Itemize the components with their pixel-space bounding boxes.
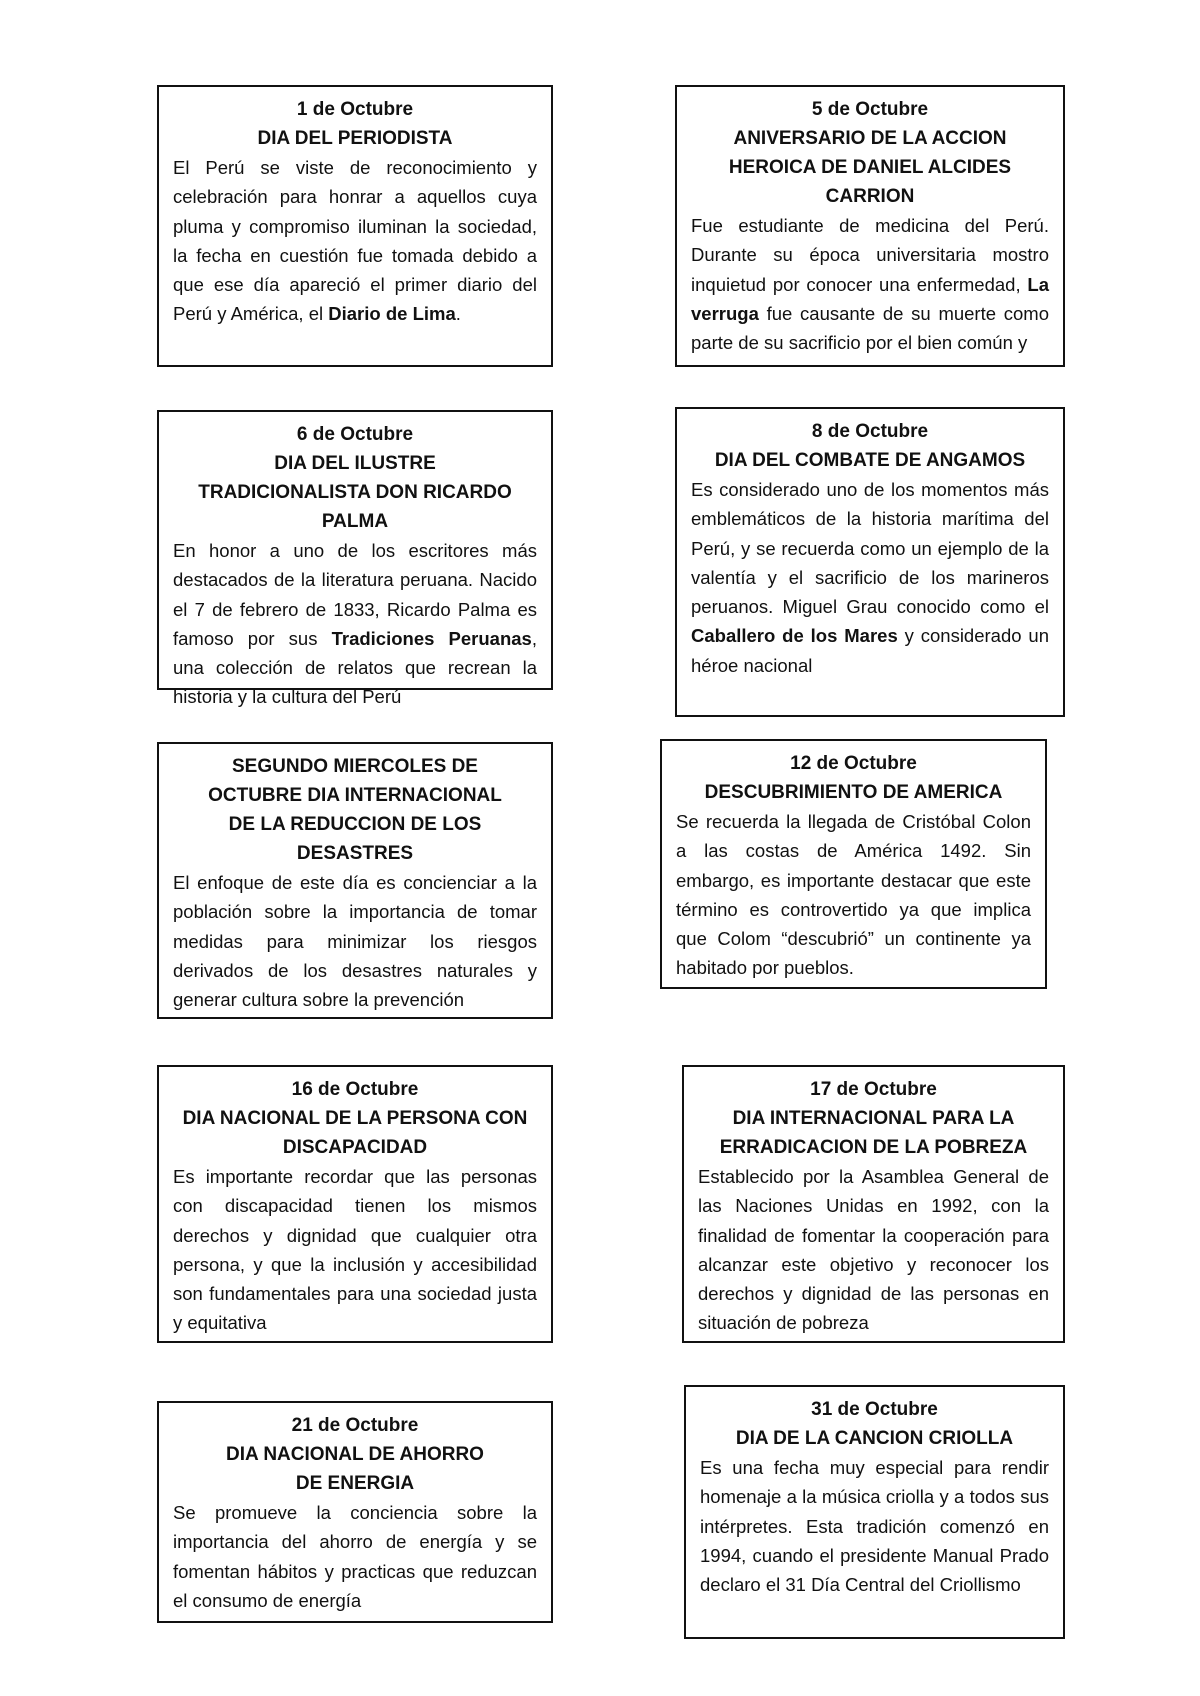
card-title: DIA DEL PERIODISTA xyxy=(257,128,453,149)
card-date: 1 de Octubre xyxy=(296,99,414,120)
card-date: 8 de Octubre xyxy=(811,421,929,442)
card-date: 21 de Octubre xyxy=(291,1415,419,1436)
card-date: 17 de Octubre xyxy=(810,1079,937,1100)
card-date: 31 de Octubre xyxy=(811,1399,938,1420)
card-dia-del-periodista xyxy=(157,85,553,367)
card-ricardo-palma xyxy=(157,410,553,708)
card-persona-con-discapacidad xyxy=(157,1065,553,1343)
card-body: Se recuerda la llegada de Cristóbal Colon a las costas de América 1492. Sin embargo, es importante destacar que este término es controvertido ya que implica que Colom “descubrió” un continente ya habitado por pueblos. xyxy=(676,811,1031,979)
card-body: Es una fecha muy especial para rendir homenaje a la música criolla y a todos sus intérpretes. Esta tradición comenzó en 1994, cuando el presidente Manual Prado declaro el 31 Día Central del Criollismo xyxy=(700,1457,1049,1596)
card-body: El Perú se viste de reconocimiento y celebración para honrar a aquellos cuya pluma y compromiso iluminan la sociedad, la fecha en cuestión fue tomada debido a que ese día apareció el primer diario del Perú y América, el Diario de Lima. xyxy=(173,157,537,325)
card-daniel-alcides-carrion xyxy=(675,85,1065,367)
card-title: DIA NACIONAL DE AHORRO DE ENERGIA xyxy=(226,1444,484,1494)
card-title: DESCUBRIMIENTO DE AMERICA xyxy=(704,782,1003,803)
card-body: Es importante recordar que las personas con discapacidad tienen los mismos derechos y dignidad que cualquier otra persona, y que la inclusión y accesibilidad son fundamentales para una sociedad justa y equitativa xyxy=(173,1166,537,1334)
card-title: DIA DEL COMBATE DE ANGAMOS xyxy=(714,450,1026,471)
card-body: Establecido por la Asamblea General de las Naciones Unidas en 1992, con la finalidad de fomentar la cooperación para alcanzar este objetivo y reconocer los derechos y dignidad de las personas en situación de pobreza xyxy=(698,1166,1049,1334)
card-title: SEGUNDO MIERCOLES DE OCTUBRE DIA INTERNACIONAL DE LA REDUCCION DE LOS DESASTRES xyxy=(208,756,502,864)
card-reduccion-de-desastres xyxy=(157,742,553,1019)
card-title: ANIVERSARIO DE LA ACCION HEROICA DE DANIEL ALCIDES CARRION xyxy=(728,128,1012,207)
card-erradicacion-de-la-pobreza xyxy=(682,1065,1065,1343)
card-title: DIA DEL ILUSTRE TRADICIONALISTA DON RICARDO PALMA xyxy=(198,453,512,532)
card-date: 6 de Octubre xyxy=(296,424,414,445)
card-date: 12 de Octubre xyxy=(790,753,917,774)
card-body: En honor a uno de los escritores más destacados de la literatura peruana. Nacido el 7 de febrero de 1833, Ricardo Palma es famoso por sus Tradiciones Peruanas, una colección de relatos que recrean la historia y la cultura del Perú xyxy=(173,540,537,708)
card-date: 16 de Octubre xyxy=(291,1079,419,1100)
card-body: Se promueve la conciencia sobre la importancia del ahorro de energía y se fomentan hábitos y practicas que reduzcan el consumo de energía xyxy=(173,1502,537,1611)
card-ahorro-de-energia xyxy=(157,1401,553,1623)
card-combate-de-angamos xyxy=(675,407,1065,717)
card-date: 5 de Octubre xyxy=(811,99,929,120)
card-body: El enfoque de este día es concienciar a la población sobre la importancia de tomar medidas para minimizar los riesgos derivados de los desastres naturales y generar cultura sobre la prevención xyxy=(173,872,537,1011)
card-title: DIA NACIONAL DE LA PERSONA CON DISCAPACIDAD xyxy=(182,1108,528,1158)
card-body: Fue estudiante de medicina del Perú. Durante su época universitaria mostro inquietud por conocer una enfermedad, La verruga fue causante de su muerte como parte de su sacrificio por el bien común y xyxy=(691,215,1049,354)
card-title: DIA DE LA CANCION CRIOLLA xyxy=(735,1428,1014,1449)
card-body: Es considerado uno de los momentos más emblemáticos de la historia marítima del Perú, y se recuerda como un ejemplo de la valentía y el sacrificio de los marineros peruanos. Miguel Grau conocido como el Caballero de los Mares y considerado un héroe nacional xyxy=(691,479,1049,676)
card-cancion-criolla xyxy=(684,1385,1065,1639)
card-title: DIA INTERNACIONAL PARA LA ERRADICACION DE LA POBREZA xyxy=(719,1108,1028,1158)
card-descubrimiento-de-america xyxy=(660,739,1047,989)
